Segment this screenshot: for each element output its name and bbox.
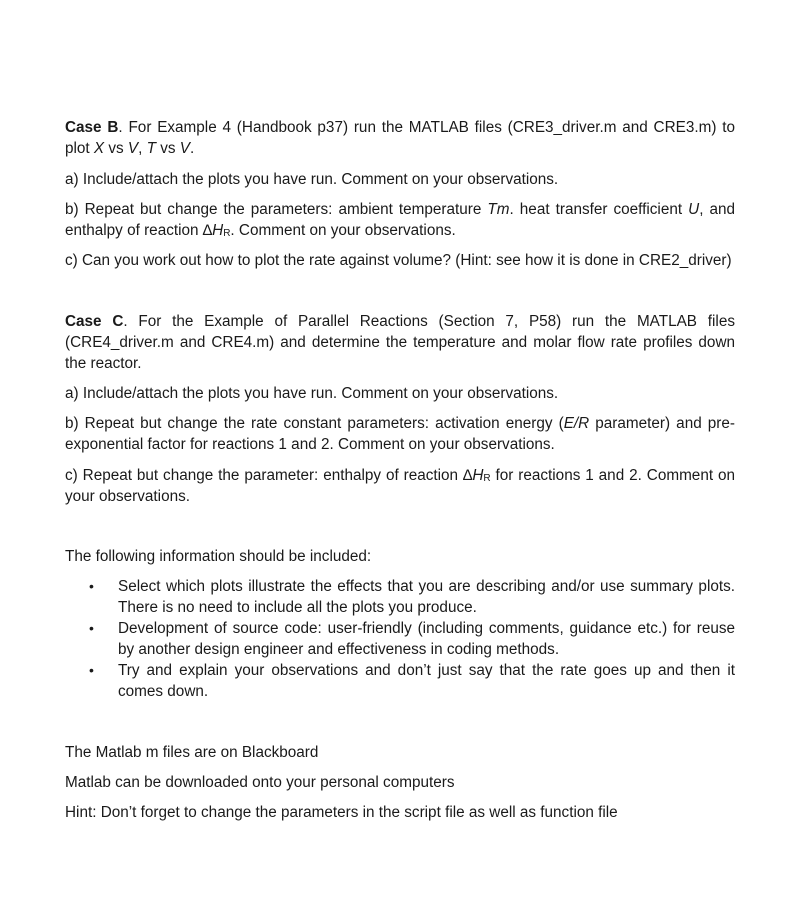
- case-b-intro: Case B. For Example 4 (Handbook p37) run the MATLAB files (CRE3_driver.m and CRE3.m) to plot X vs V, T vs V.: [65, 119, 735, 157]
- case-c-intro: Case C. For the Example of Parallel Reactions (Section 7, P58) run the MATLAB files (CRE4_driver.m and CRE4.m) and determine the temperature and molar flow rate profiles down the reactor.: [65, 313, 735, 372]
- footer-line-download: Matlab can be downloaded onto your personal computers: [65, 774, 455, 791]
- case-c-item-b: b) Repeat but change the rate constant parameters: activation energy (E/R parameter) and pre-exponential factor for reactions 1 and 2. Comment on your observations.: [65, 415, 735, 453]
- list-item: • Development of source code: user-friendly (including comments, guidance etc.) for reuse by another design engineer and effectiveness in coding methods.: [89, 620, 735, 658]
- case-b-item-c: c) Can you work out how to plot the rate against volume? (Hint: see how it is done in CRE2_driver): [65, 252, 732, 269]
- case-c-item-c: c) Repeat but change the parameter: enthalpy of reaction $\Delta H_R$ for reactions 1 and 2. Comment on your observations.: [65, 467, 735, 505]
- info-heading: The following information should be included:: [65, 548, 372, 565]
- list-item: • Select which plots illustrate the effects that you are describing and/or use summary plots. There is no need to include all the plots you produce.: [89, 578, 735, 616]
- list-item: • Try and explain your observations and don’t just say that the rate goes up and then it comes down.: [89, 662, 735, 700]
- document-page: [65, 117, 735, 823]
- case-b-heading: Case B: [65, 119, 119, 136]
- bullet-icon: •: [89, 662, 94, 678]
- footer-line-blackboard: The Matlab m files are on Blackboard: [65, 744, 319, 761]
- case-b-item-b: b) Repeat but change the parameters: ambient temperature Tm. heat transfer coefficient U, and enthalpy of reaction $\Delta H_R$. Comment on your observations.: [65, 201, 735, 239]
- case-b-item-a: a) Include/attach the plots you have run. Comment on your observations.: [65, 171, 559, 188]
- case-c-item-a: a) Include/attach the plots you have run. Comment on your observations.: [65, 385, 559, 402]
- bullet-icon: •: [89, 578, 94, 594]
- footer-line-hint: Hint: Don’t forget to change the parameters in the script file as well as function file: [65, 804, 618, 821]
- info-bullet-list: [65, 576, 735, 702]
- bullet-icon: •: [89, 620, 94, 636]
- case-c-heading: Case C: [65, 313, 124, 330]
